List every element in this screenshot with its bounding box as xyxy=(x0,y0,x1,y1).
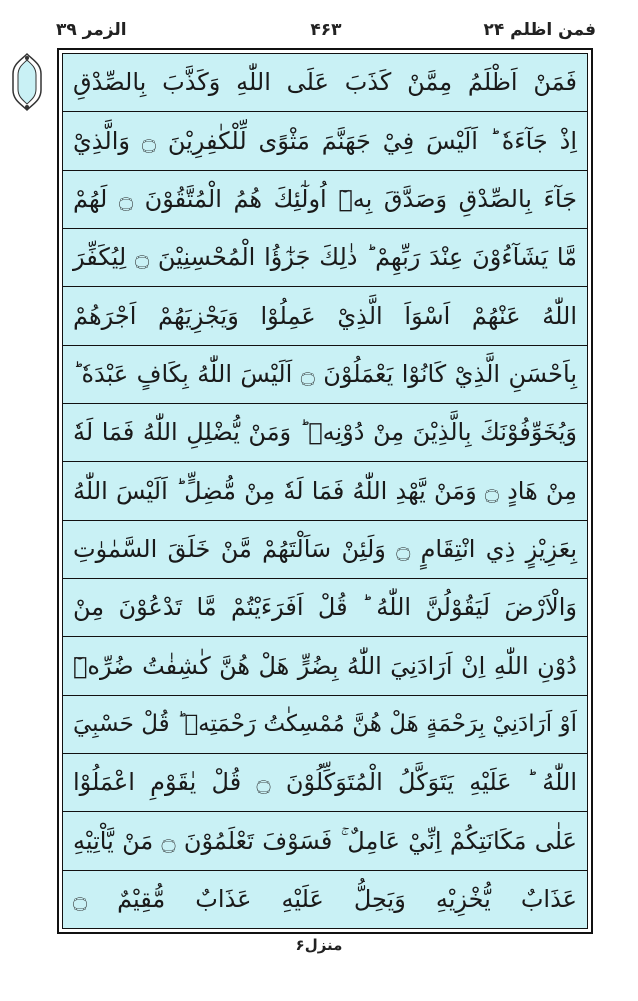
verse-line xyxy=(63,54,587,112)
verse-line xyxy=(63,521,587,579)
verse-line-text: اللّٰهُ عَنْهُمْ اَسْوَاَ الَّذِيْ عَمِلُوْا وَيَجْزِيَهُمْ اَجْرَهُمْ xyxy=(73,301,577,330)
manzil-footer: منزل۶ xyxy=(295,936,343,954)
verse-line xyxy=(63,346,587,404)
verse-line-text: مَّا يَشَآءُوْنَ عِنْدَ رَبِّهِمْ ؕ ذٰلِكَ جَزٰٓؤُا الْمُحْسِنِيْنَ ۝ لِيُكَفِّرَ xyxy=(73,243,577,272)
verse-line xyxy=(63,112,587,170)
verse-line xyxy=(63,696,587,754)
text-frame xyxy=(57,48,593,934)
verse-line xyxy=(63,171,587,229)
verse-line xyxy=(63,754,587,812)
verse-line xyxy=(63,462,587,520)
verse-line xyxy=(63,579,587,637)
verse-line-text: بِعَزِيْزٍ ذِي انْتِقَامٍ ۝ وَلَئِنْ سَاَلْتَهُمْ مَّنْ خَلَقَ السَّمٰوٰتِ xyxy=(73,535,577,564)
page-number: ۴۶۳ xyxy=(310,20,342,40)
verse-line-text: عَلٰى مَكَانَتِكُمْ اِنِّيْ عَامِلٌ ۚ فَسَوْفَ تَعْلَمُوْنَ ۝ مَنْ يَّاْتِيْهِ xyxy=(73,826,578,855)
verse-line-text: بِاَحْسَنِ الَّذِيْ كَانُوْا يَعْمَلُوْنَ ۝ اَلَيْسَ اللّٰهُ بِكَافٍ عَبْدَهٗ ؕ xyxy=(73,360,577,389)
verse-line xyxy=(63,404,587,462)
verse-line-text: فَمَنْ اَظْلَمُ مِمَّنْ كَذَبَ عَلَى اللّٰهِ وَكَذَّبَ بِالصِّدْقِ xyxy=(73,68,577,97)
verse-line-text: مِنْ هَادٍ ۝ وَمَنْ يَّهْدِ اللّٰهُ فَمَا لَهٗ مِنْ مُّضِلٍّ ؕ اَلَيْسَ اللّٰهُ xyxy=(73,476,577,505)
verse-line xyxy=(63,229,587,287)
verse-line-text: اَوْ اَرَادَنِيْ بِرَحْمَةٍ هَلْ هُنَّ مُمْسِكٰتُ رَحْمَتِهٖ ؕ قُلْ حَسْبِيَ xyxy=(73,710,577,737)
verse-line-text: اِذْ جَآءَهٗ ؕ اَلَيْسَ فِيْ جَهَنَّمَ مَثْوًى لِّلْكٰفِرِيْنَ ۝ وَالَّذِيْ xyxy=(73,126,577,155)
ruku-marker-icon xyxy=(9,52,45,112)
verse-line-text: اللّٰهُ ؕ عَلَيْهِ يَتَوَكَّلُ الْمُتَوَكِّلُوْنَ ۝ قُلْ يٰقَوْمِ اعْمَلُوْا xyxy=(73,768,577,797)
juz-label: فمن اظلم ۲۴ xyxy=(483,20,596,40)
surah-label: الزمر ۳۹ xyxy=(56,20,127,40)
page-header xyxy=(56,14,596,46)
verse-line xyxy=(63,287,587,345)
verse-line-text: دُوْنِ اللّٰهِ اِنْ اَرَادَنِيَ اللّٰهُ بِضُرٍّ هَلْ هُنَّ كٰشِفٰتُ ضُرِّهٖٓ xyxy=(73,651,577,680)
verse-line-text: جَآءَ بِالصِّدْقِ وَصَدَّقَ بِهٖٓ اُولٰٓئِكَ هُمُ الْمُتَّقُوْنَ ۝ لَهُمْ xyxy=(73,185,577,214)
verse-panel xyxy=(62,53,588,929)
verse-line xyxy=(63,812,587,870)
verse-line-text: وَالْاَرْضَ لَيَقُوْلُنَّ اللّٰهُ ؕ قُلْ اَفَرَءَيْتُمْ مَّا تَدْعُوْنَ مِنْ xyxy=(73,593,577,622)
verse-line xyxy=(63,871,587,928)
verse-line xyxy=(63,637,587,695)
verse-line-text: عَذَابٌ يُّخْزِيْهِ وَيَحِلُّ عَلَيْهِ عَذَابٌ مُّقِيْمٌ ۝ xyxy=(73,885,577,914)
verse-line-text: وَيُخَوِّفُوْنَكَ بِالَّذِيْنَ مِنْ دُوْنِهٖ ؕ وَمَنْ يُّضْلِلِ اللّٰهُ فَمَا لَهٗ xyxy=(73,418,577,447)
